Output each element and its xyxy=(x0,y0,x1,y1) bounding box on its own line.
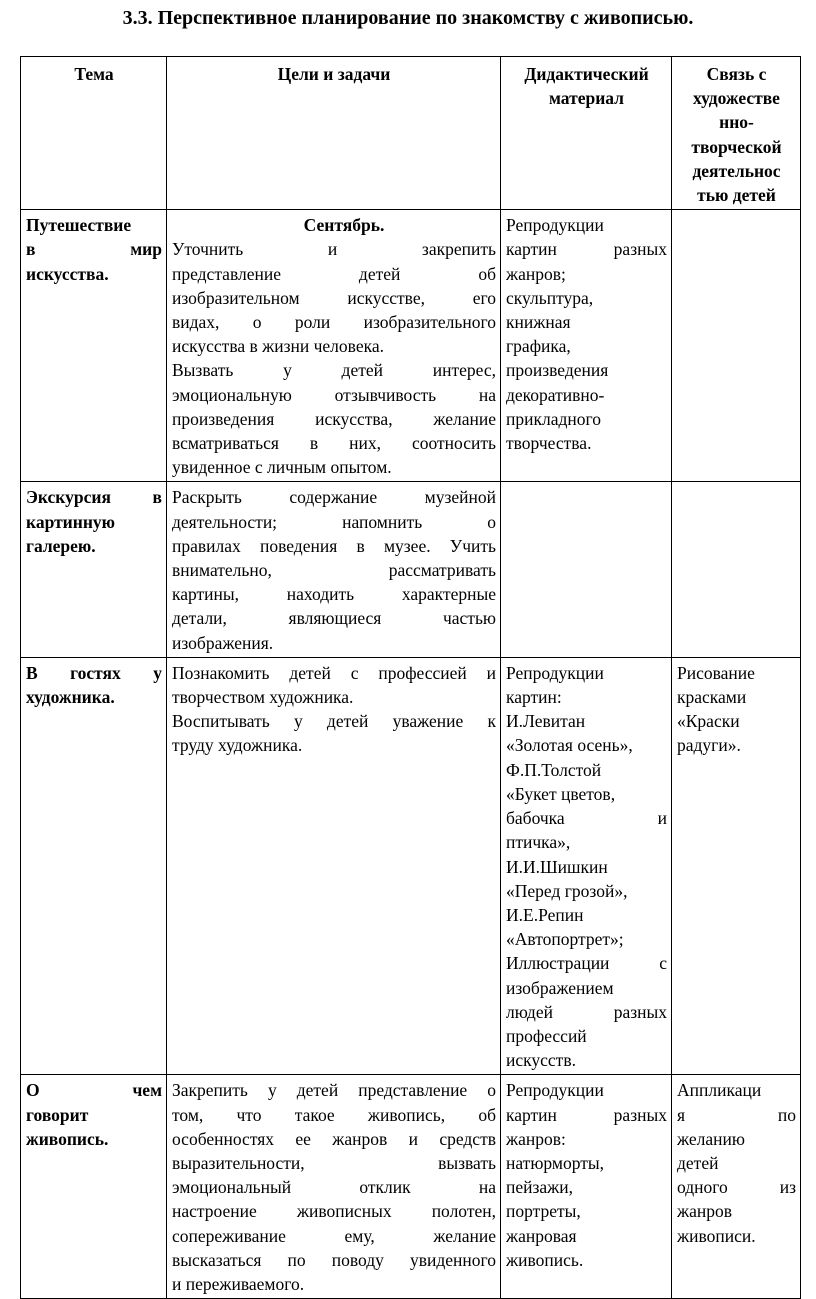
material-line: И.И.Шишкин xyxy=(506,856,608,877)
goal-line: творчеством художника. xyxy=(172,687,354,708)
material-line: И.Левитан xyxy=(506,711,586,732)
theme-line: галерею. xyxy=(26,535,96,556)
goal-line: эмоциональную отзывчивость на xyxy=(172,384,496,405)
row-material xyxy=(501,482,672,657)
row-goals xyxy=(167,210,501,482)
link-line: желанию xyxy=(677,1128,745,1149)
goal-line: Раскрыть содержание музейной xyxy=(172,487,496,508)
link-line: «Краски xyxy=(677,711,740,732)
row-theme xyxy=(21,482,167,657)
goal-line: Уточнить и закрепить xyxy=(172,239,496,260)
goal-line: изображения. xyxy=(172,632,274,653)
theme-line: Экскурсия в xyxy=(26,487,162,508)
material-line: книжная xyxy=(506,312,571,333)
goal-line: всматриваться в них, соотносить xyxy=(172,433,496,454)
link-line: я по xyxy=(677,1104,796,1125)
material-line: «Перед грозой», xyxy=(506,880,628,901)
goal-line: настроение живописных полотен, xyxy=(172,1201,496,1222)
row-goals xyxy=(167,657,501,1074)
header-line: творческой xyxy=(691,136,782,157)
goal-line: правилах поведения в музее. Учить xyxy=(172,535,496,556)
link-line: Аппликаци xyxy=(677,1080,762,1101)
table-row xyxy=(21,210,801,482)
theme-line: О чем xyxy=(26,1080,162,1101)
goal-line: Закрепить у детей представление о xyxy=(172,1080,496,1101)
goal-line: Познакомить детей с профессией и xyxy=(172,662,496,683)
header-line: художестве xyxy=(693,88,780,109)
theme-line: В гостях у xyxy=(26,662,162,683)
goal-line: труду художника. xyxy=(172,735,303,756)
material-line: скульптура, xyxy=(506,287,594,308)
header-theme: Тема xyxy=(21,57,167,210)
material-line: Репродукции xyxy=(506,215,604,236)
table-row xyxy=(21,1075,801,1299)
theme-line: живопись. xyxy=(26,1128,109,1149)
link-line: Рисование xyxy=(677,662,755,683)
theme-line: Путешествие xyxy=(26,215,132,236)
material-line: графика, xyxy=(506,336,571,357)
goal-line: сопереживание ему, желание xyxy=(172,1225,496,1246)
header-line: Связь с xyxy=(706,64,767,84)
material-line: искусств. xyxy=(506,1050,576,1071)
goal-line: видах, о роли изобразительного xyxy=(172,312,496,333)
material-line: жанровая xyxy=(506,1225,577,1246)
header-link xyxy=(672,57,801,210)
material-line: птичка», xyxy=(506,832,571,853)
material-line: прикладного xyxy=(506,408,601,429)
material-line: натюрморты, xyxy=(506,1152,605,1173)
material-line: жанров; xyxy=(506,263,566,284)
table-header-row xyxy=(21,57,801,210)
material-line: Ф.П.Толстой xyxy=(506,759,602,780)
material-line: декоративно- xyxy=(506,384,605,405)
row-material xyxy=(501,1075,672,1299)
header-line: тью детей xyxy=(697,185,776,206)
table-row xyxy=(21,657,801,1074)
goal-line: внимательно, рассматривать xyxy=(172,560,496,581)
material-line: картин: xyxy=(506,687,562,708)
goal-line: эмоциональный отклик на xyxy=(172,1177,496,1198)
material-line: картин разных xyxy=(506,1104,667,1125)
material-line: Репродукции xyxy=(506,662,604,683)
material-line: И.Е.Репин xyxy=(506,904,584,925)
goal-line: высказаться по поводу увиденного xyxy=(172,1249,496,1270)
material-line: живопись. xyxy=(506,1249,584,1270)
header-line: Дидактический xyxy=(524,64,649,84)
goal-line: Вызвать у детей интерес, xyxy=(172,360,496,381)
link-line: детей xyxy=(677,1152,719,1173)
link-line: жанров xyxy=(677,1201,732,1222)
goal-line: представление детей об xyxy=(172,263,496,284)
material-line: жанров: xyxy=(506,1128,566,1149)
goal-line: Воспитывать у детей уважение к xyxy=(172,711,496,732)
goal-line: изобразительном искусстве, его xyxy=(172,287,496,308)
goal-line: произведения искусства, желание xyxy=(172,408,496,429)
material-line: Иллюстрации с xyxy=(506,953,667,974)
table-row xyxy=(21,482,801,657)
goal-line: и переживаемого. xyxy=(172,1273,305,1294)
row-goals xyxy=(167,1075,501,1299)
goal-line: картины, находить характерные xyxy=(172,584,496,605)
theme-line: в мир xyxy=(26,239,162,260)
month-label: Сентябрь. xyxy=(303,215,385,236)
row-goals xyxy=(167,482,501,657)
row-material xyxy=(501,210,672,482)
material-line: творчества. xyxy=(506,433,592,454)
material-line: бабочка и xyxy=(506,808,667,829)
material-line: Репродукции xyxy=(506,1080,604,1101)
row-theme xyxy=(21,657,167,1074)
goal-line: особенностях ее жанров и средств xyxy=(172,1128,496,1149)
link-line: красками xyxy=(677,687,747,708)
page-title: 3.3. Перспективное планирование по знакомству с живописью. xyxy=(122,7,694,29)
material-line: «Букет цветов, xyxy=(506,783,616,804)
material-line: «Золотая осень», xyxy=(506,735,633,756)
material-line: картин разных xyxy=(506,239,667,260)
material-line: профессий xyxy=(506,1025,587,1046)
material-line: людей разных xyxy=(506,1001,667,1022)
link-line: радуги». xyxy=(677,735,741,756)
material-line: портреты, xyxy=(506,1201,581,1222)
theme-line: картинную xyxy=(26,511,116,532)
header-line: нно- xyxy=(719,112,754,133)
header-material xyxy=(501,57,672,210)
row-link xyxy=(672,657,801,1074)
planning-table xyxy=(20,56,801,1299)
material-line: изображением xyxy=(506,977,614,998)
goal-line: искусства в жизни человека. xyxy=(172,336,384,357)
goal-line: увиденное с личным опытом. xyxy=(172,457,392,478)
goal-line: том, что такое живопись, об xyxy=(172,1104,496,1125)
row-link xyxy=(672,1075,801,1299)
goal-line: деятельности; напомнить о xyxy=(172,511,496,532)
theme-line: искусства. xyxy=(26,263,109,284)
row-link xyxy=(672,482,801,657)
material-line: «Автопортрет»; xyxy=(506,929,624,950)
header-line: деятельнос xyxy=(692,160,781,181)
header-goals: Цели и задачи xyxy=(167,57,501,210)
row-link xyxy=(672,210,801,482)
theme-line: художника. xyxy=(26,687,115,708)
theme-line: говорит xyxy=(26,1104,89,1125)
material-line: произведения xyxy=(506,360,609,381)
goal-line: детали, являющиеся частью xyxy=(172,608,496,629)
link-line: одного из xyxy=(677,1177,796,1198)
header-line: материал xyxy=(549,88,624,109)
link-line: живописи. xyxy=(677,1225,756,1246)
row-material xyxy=(501,657,672,1074)
row-theme xyxy=(21,210,167,482)
material-line: пейзажи, xyxy=(506,1177,574,1198)
row-theme xyxy=(21,1075,167,1299)
goal-line: выразительности, вызвать xyxy=(172,1152,496,1173)
